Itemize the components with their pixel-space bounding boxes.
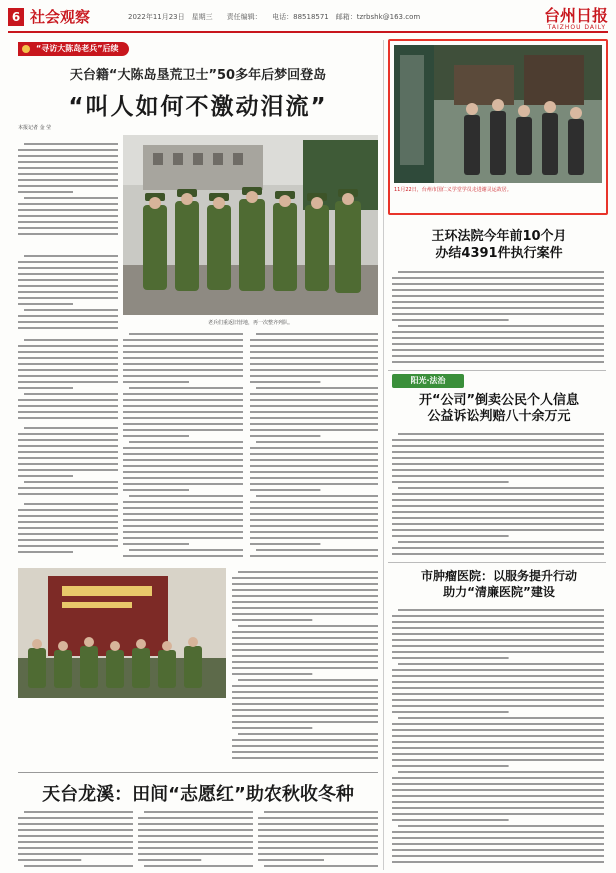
story1-title-line2: 办结4391件执行案件 bbox=[435, 246, 563, 261]
story1-title-line1: 王环法院今年前10个月 bbox=[431, 229, 567, 244]
story3-title-line2: 助力“清廉医院”建设 bbox=[443, 585, 555, 599]
photo-caption: 老兵们重返旧营地，再一次整齐列队。 bbox=[207, 320, 293, 326]
bottom-story-headline: 天台龙溪：田间“志愿红”助农秋收冬种 bbox=[42, 784, 354, 805]
column-separator bbox=[383, 40, 384, 870]
text-lines bbox=[18, 424, 118, 496]
memorial-group-photo bbox=[18, 568, 226, 698]
feature-photo bbox=[394, 45, 602, 183]
text-lines bbox=[18, 500, 118, 556]
story3-title-line1: 市肿瘤医院：以服务提升行动 bbox=[420, 569, 577, 583]
header-rule bbox=[8, 31, 608, 33]
bottom-text-col3 bbox=[258, 808, 378, 868]
section-title: 社会观察 bbox=[30, 8, 91, 26]
body-text-col4 bbox=[232, 568, 378, 764]
text-lines bbox=[123, 330, 243, 562]
text-lines bbox=[18, 336, 118, 420]
text-lines bbox=[392, 268, 604, 366]
body-text-col1-d bbox=[18, 424, 118, 496]
text-lines bbox=[258, 808, 378, 868]
bottom-text-col2 bbox=[138, 808, 253, 868]
text-lines bbox=[138, 808, 253, 868]
body-text-col1-c bbox=[18, 336, 118, 420]
text-lines bbox=[392, 430, 604, 558]
story-byline: 本报记者 金 莹 bbox=[18, 125, 52, 131]
page-number: 6 bbox=[8, 8, 24, 26]
body-text-col1-b bbox=[18, 252, 118, 332]
veterans-salute-illustration bbox=[123, 135, 378, 315]
body-text-col2 bbox=[123, 330, 243, 562]
story1-body bbox=[392, 268, 604, 366]
law-section-logo: 阳光·法治 bbox=[392, 374, 464, 388]
right-separator-2 bbox=[388, 562, 606, 563]
body-text-col3 bbox=[250, 330, 378, 562]
issue-info: 2022年11月23日 星期三 责任编辑： 电话：88518571 邮箱：tzrbshk@163.com bbox=[128, 13, 421, 21]
text-lines bbox=[392, 606, 604, 868]
story-headline: “叫人如何不激动泪流” bbox=[68, 94, 328, 120]
feature-photo-caption: 11月22日，台州市国仁义学堂学员走进谢灵运故居。 bbox=[394, 187, 512, 193]
feature-photo-highlight bbox=[388, 39, 608, 215]
veterans-salute-photo bbox=[123, 135, 378, 315]
text-lines bbox=[232, 568, 378, 764]
memorial-group-illustration bbox=[18, 568, 226, 698]
bottom-text-col1 bbox=[18, 808, 133, 868]
text-lines bbox=[18, 140, 118, 240]
story2-title-line1: 开“公司”倒卖公民个人信息 bbox=[418, 393, 580, 408]
story-kicker: “寻访大陈岛老兵”后续 bbox=[18, 42, 129, 56]
body-text-col1-e bbox=[18, 500, 118, 556]
text-lines bbox=[18, 808, 133, 868]
newspaper-logo: 台州日报 bbox=[543, 6, 608, 25]
story-subhead: 天台籍“大陈岛垦荒卫士”50多年后梦回登岛 bbox=[69, 68, 327, 83]
feature-photo-illustration bbox=[394, 45, 602, 183]
body-text-col1-a bbox=[18, 140, 118, 240]
text-lines bbox=[18, 252, 118, 332]
story3-body bbox=[392, 606, 604, 868]
bottom-story-rule bbox=[18, 772, 378, 773]
right-separator-1 bbox=[388, 370, 606, 371]
page-header bbox=[8, 6, 608, 31]
story2-title-line2: 公益诉讼判赔八十余万元 bbox=[427, 409, 571, 424]
text-lines bbox=[250, 330, 378, 562]
story2-body bbox=[392, 430, 604, 558]
newspaper-logo-en: TAIZHOU DAILY bbox=[547, 24, 606, 31]
